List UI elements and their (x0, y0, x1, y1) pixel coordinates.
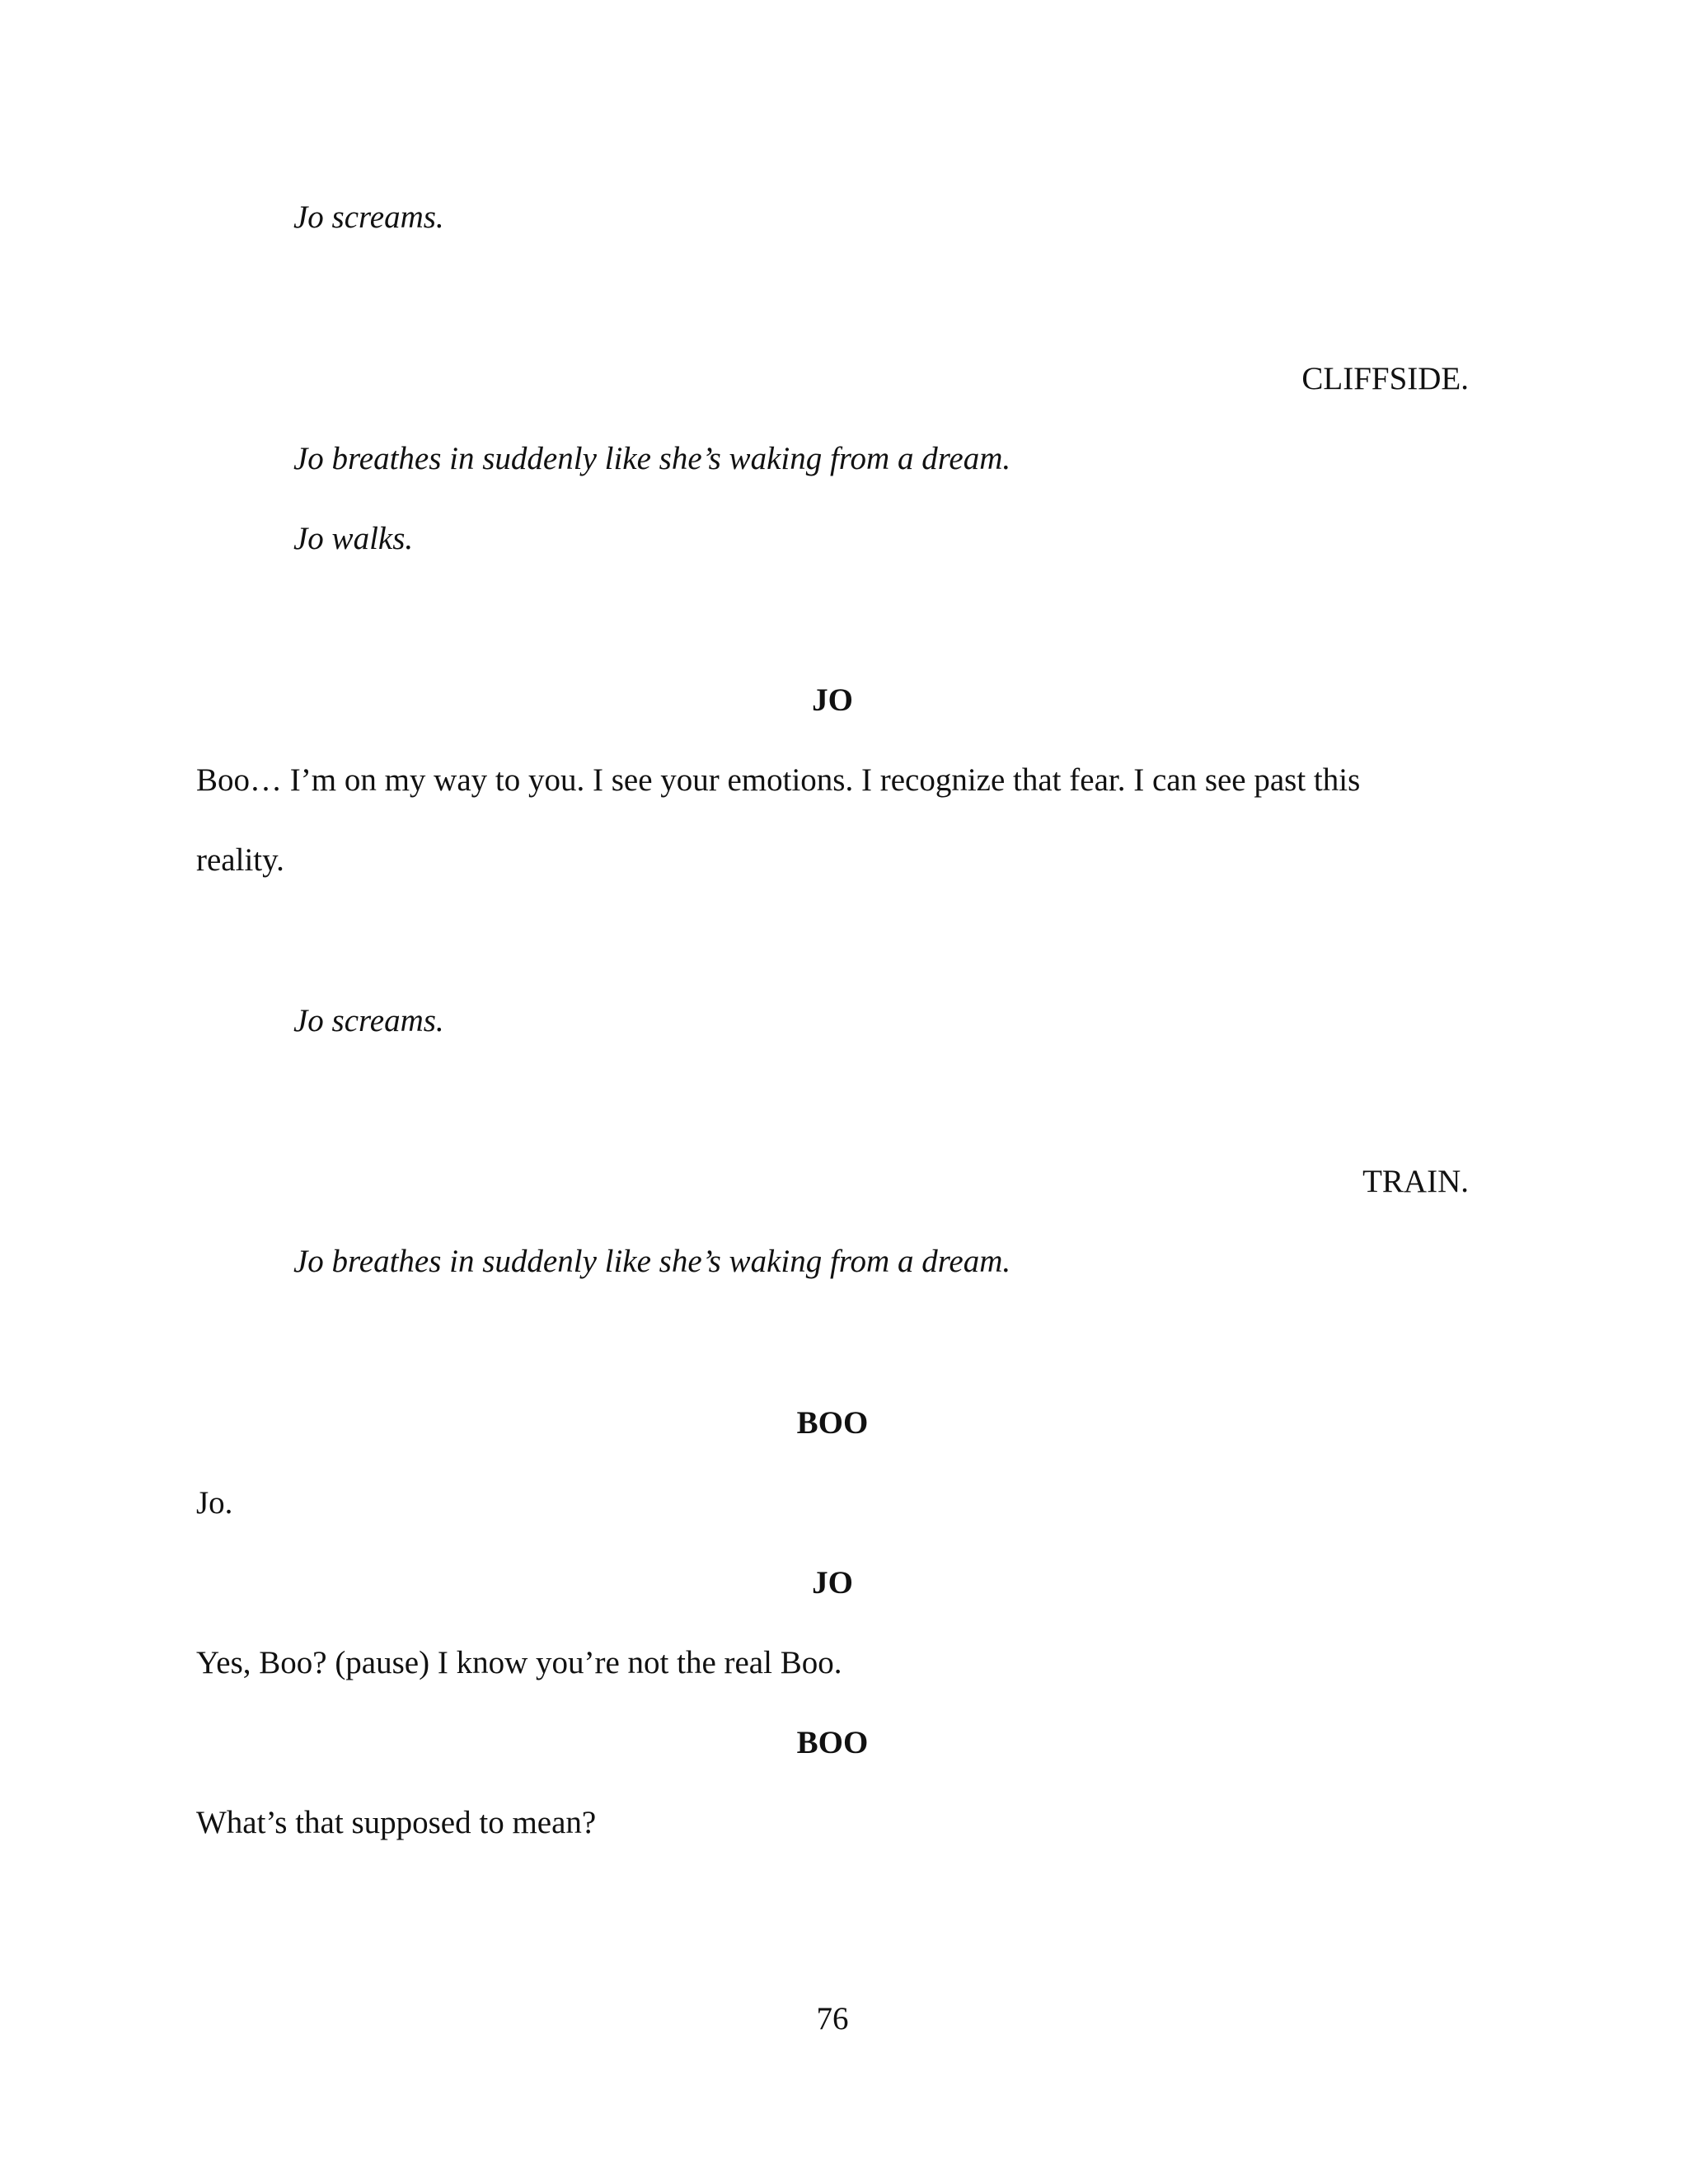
stage-direction: Jo screams. (293, 1003, 444, 1038)
dialogue-line: reality. (196, 842, 284, 878)
stage-direction: Jo screams. (293, 199, 444, 235)
scene-heading: TRAIN. (1362, 1164, 1469, 1199)
scene-heading: CLIFFSIDE. (1301, 361, 1469, 396)
dialogue-line: Yes, Boo? (pause) I know you’re not the real Boo. (196, 1645, 842, 1680)
character-name: BOO (796, 1405, 869, 1441)
stage-direction: Jo breathes in suddenly like she’s waking from a dream. (293, 441, 1011, 476)
dialogue-line: Jo. (196, 1485, 233, 1521)
character-name: BOO (796, 1725, 869, 1760)
dialogue-line: What’s that supposed to mean? (196, 1805, 597, 1840)
character-name: JO (812, 1565, 853, 1601)
page-number: 76 (816, 2001, 849, 2036)
stage-direction: Jo breathes in suddenly like she’s waking from a dream. (293, 1244, 1011, 1279)
dialogue-line: Boo… I’m on my way to you. I see your emotions. I recognize that fear. I can see past this (196, 762, 1361, 798)
character-name: JO (812, 682, 853, 718)
stage-direction: Jo walks. (293, 521, 414, 556)
